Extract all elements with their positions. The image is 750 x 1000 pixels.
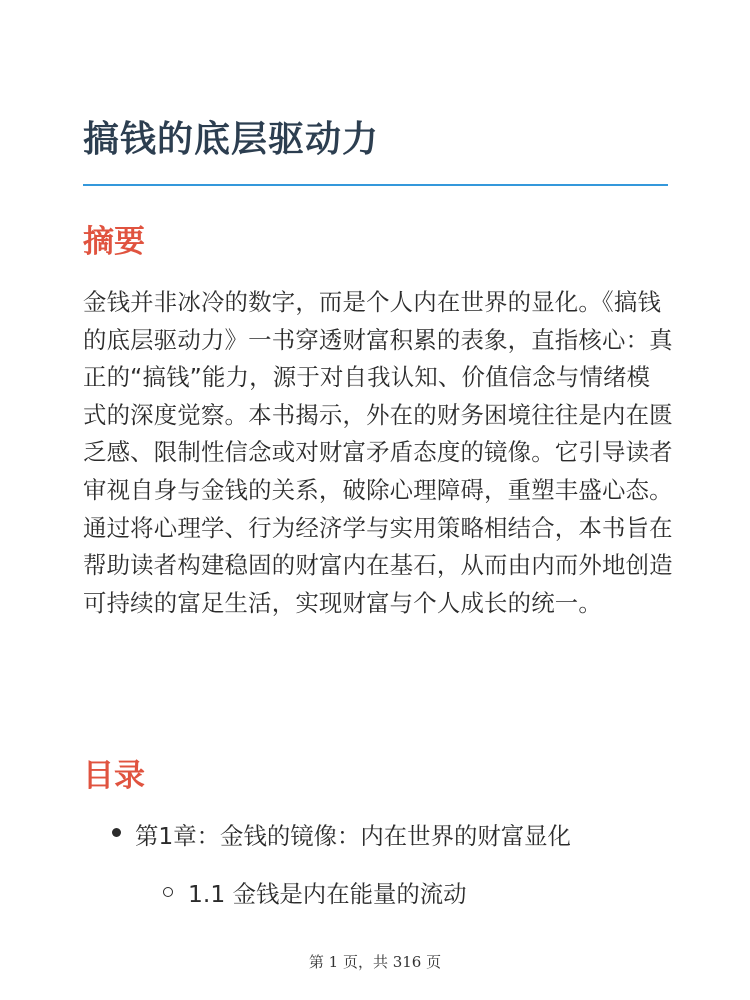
toc-section-label[interactable]: 1.1 金钱是内在能量的流动: [188, 880, 467, 908]
title-divider: [83, 184, 668, 186]
abstract-paragraph: 金钱并非冰冷的数字，而是个人内在世界的显化。《搞钱的底层驱动力》一书穿透财富积累的表象，直指核心：真正的“搞钱”能力，源于对自我认知、价值信念与情绪模式的深度觉察。本书揭示，外在的财务困境往往是内在匮乏感、限制性信念或对财富矛盾态度的镜像。它引导读者审视自身与金钱的关系，破除心理障碍，重塑丰盛心态。通过将心理学、行为经济学与实用策略相结合，本书旨在帮助读者构建稳固的财富内在基石，从而由内而外地创造可持续的富足生活，实现财富与个人成长的统一。: [83, 288, 673, 617]
abstract-heading: 摘要: [83, 224, 145, 260]
document-title: 搞钱的底层驱动力: [83, 119, 380, 160]
bullet-circle-icon: [163, 887, 173, 897]
toc-heading: 目录: [83, 758, 145, 794]
bullet-disc-icon: [112, 828, 121, 837]
toc-chapter-label[interactable]: 第1章：金钱的镜像：内在世界的财富显化: [135, 822, 571, 850]
page-number: 第 1 页，共 316 页: [308, 953, 442, 971]
